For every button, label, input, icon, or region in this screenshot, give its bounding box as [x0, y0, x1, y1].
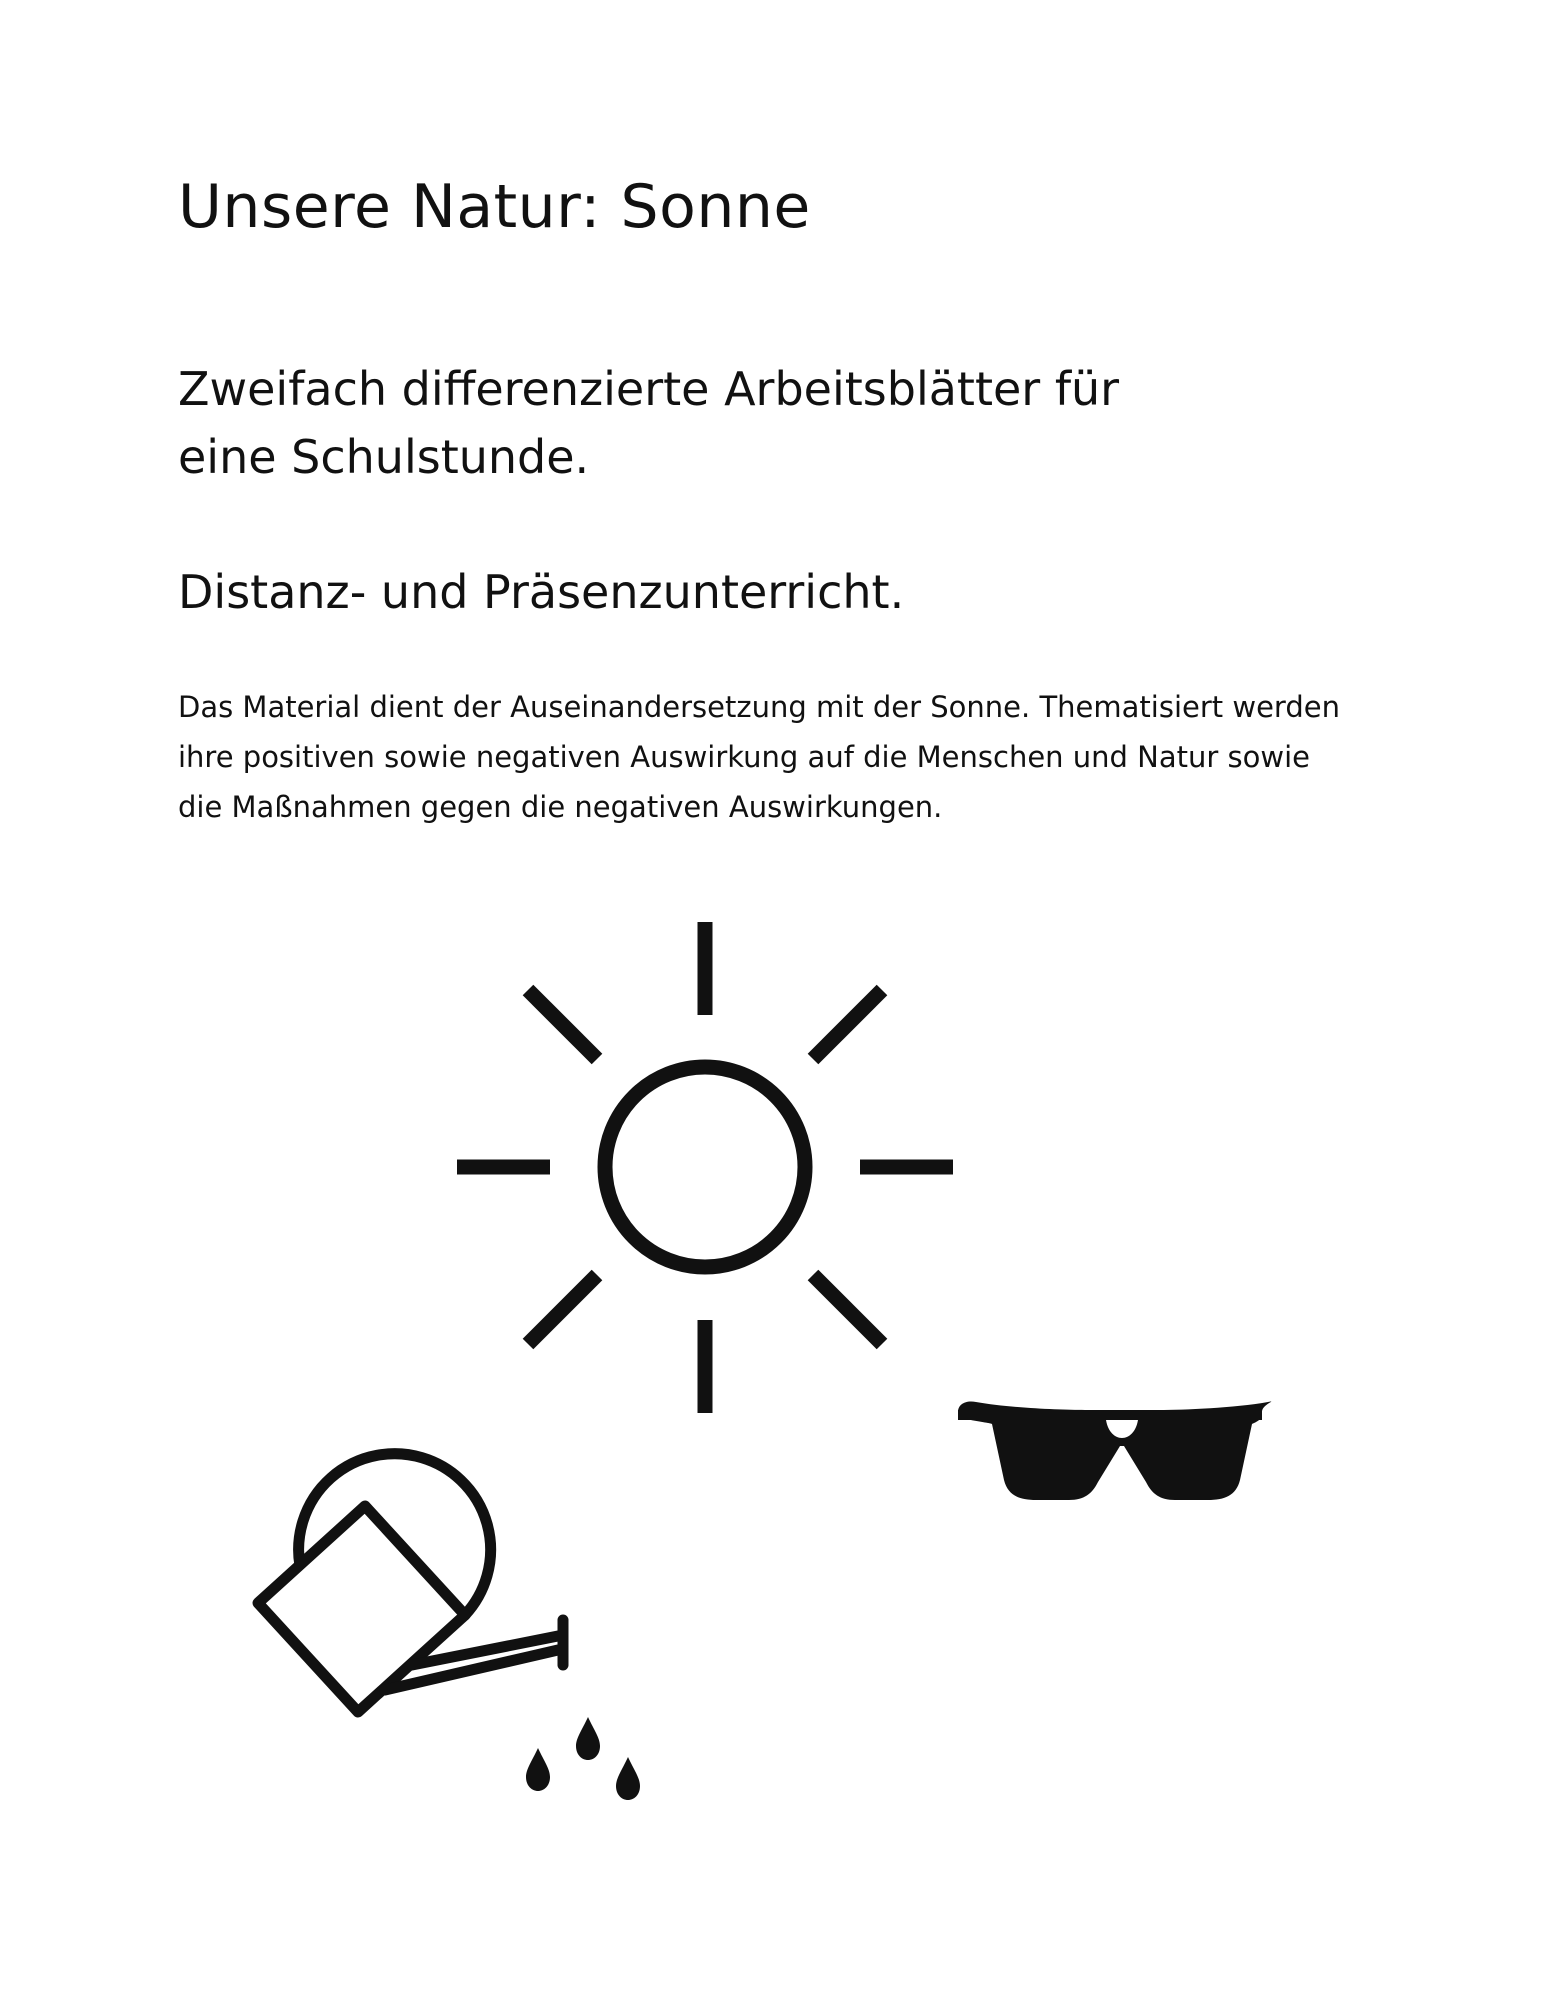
description-text: Das Material dient der Auseinandersetzung mit der Sonne. Thematisiert werden ihre positiven sowie negativen Auswirkung auf die Menschen und Natur sowie die Maßnahmen gegen die negativen Auswirkungen. — [178, 690, 1340, 824]
teaching-mode: Distanz- und Präsenzunterricht. — [178, 565, 905, 619]
page-subtitle: Zweifach differenzierte Arbeitsblätter für eine Schulstunde. — [178, 362, 1120, 484]
page-title: Unsere Natur: Sonne — [178, 172, 811, 242]
watering-can-icon — [258, 1454, 563, 1712]
sunglasses-icon — [958, 1401, 1271, 1500]
water-drops-icon — [526, 1717, 640, 1800]
sun-icon — [457, 922, 953, 1413]
